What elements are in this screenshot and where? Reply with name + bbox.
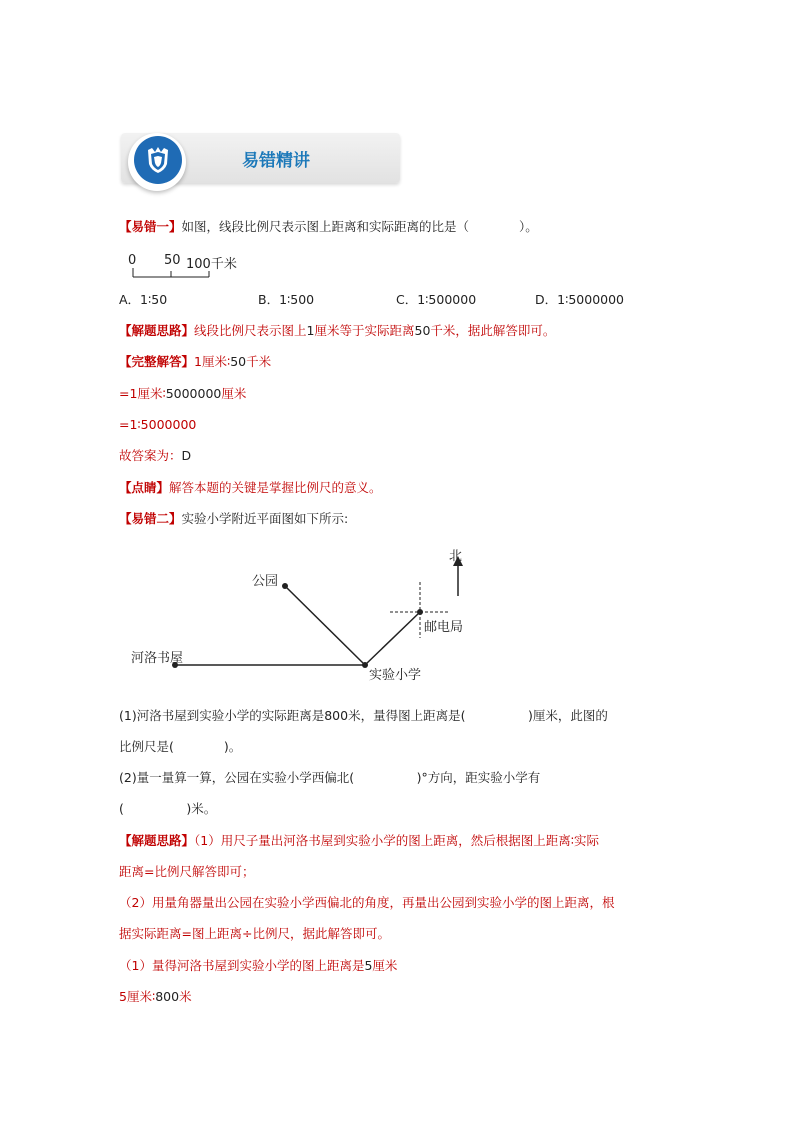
q2-sub1-line-1: (1)河洛书屋到实验小学的实际距离是800米，量得图上距离是( )厘米，此图的 bbox=[119, 708, 608, 723]
q2-label: 【易错二】 bbox=[119, 511, 182, 526]
map-label-park: 公园 bbox=[252, 574, 279, 589]
q2-idea-line-3: （2）用量角器量出公园在实验小学西偏北的角度，再量出公园到实验小学的图上距离，根 bbox=[119, 895, 615, 910]
q1-text: 如图，线段比例尺表示图上距离和实际距离的比是（ ）。 bbox=[181, 219, 538, 234]
q2-sub2-line-2: ( )米。 bbox=[119, 801, 217, 816]
q1-label: 【易错一】 bbox=[119, 219, 182, 234]
q1-answer-line-3: =1∶5000000 bbox=[119, 417, 197, 432]
scale-bar bbox=[128, 266, 218, 280]
point-post bbox=[417, 609, 423, 615]
q1-tip: 【点睛】解答本题的关键是掌握比例尺的意义。 bbox=[119, 480, 382, 495]
q1-option-b: B．1∶500 bbox=[258, 292, 315, 307]
map-label-north: 北 bbox=[449, 549, 463, 564]
point-park bbox=[282, 583, 288, 589]
scale-tick-0: 0 bbox=[128, 253, 137, 268]
q2-idea-line-1: 【解题思路】（1）用尺子量出河洛书屋到实验小学的图上距离，然后根据图上距离∶实际 bbox=[119, 833, 599, 848]
map-label-school: 实验小学 bbox=[369, 668, 422, 683]
path-park-school bbox=[285, 586, 365, 665]
q2-sub1-line-2: 比例尺是( )。 bbox=[119, 739, 242, 754]
map-label-bookstore: 河洛书屋 bbox=[131, 651, 184, 666]
q1-idea: 【解题思路】线段比例尺表示图上1厘米等于实际距离50千米，据此解答即可。 bbox=[119, 323, 556, 338]
point-school bbox=[362, 662, 368, 668]
q2-solution-line-1: （1）量得河洛书屋到实验小学的图上距离是5厘米 bbox=[119, 958, 398, 973]
scale-tick-50: 50 bbox=[164, 253, 181, 268]
q1-option-d: D．1∶5000000 bbox=[535, 292, 625, 307]
q1-stem bbox=[119, 219, 538, 235]
q2-text: 实验小学附近平面图如下所示: bbox=[181, 511, 349, 526]
shield-icon bbox=[134, 136, 182, 184]
q1-answer-line-2: =1厘米∶5000000厘米 bbox=[119, 386, 247, 401]
scale-tick-100: 100千米 bbox=[186, 257, 237, 272]
q2-stem bbox=[119, 511, 348, 527]
q2-idea-line-4: 据实际距离=图上距离÷比例尺，据此解答即可。 bbox=[119, 926, 390, 941]
map-label-post: 邮电局 bbox=[424, 620, 464, 635]
page-title: 易错精讲 bbox=[242, 151, 310, 171]
q2-idea-line-2: 距离=比例尺解答即可； bbox=[119, 864, 255, 879]
path-school-post bbox=[365, 612, 420, 665]
q2-solution-line-2: 5厘米∶800米 bbox=[119, 989, 192, 1004]
q1-option-a: A．1∶50 bbox=[119, 292, 168, 307]
badge bbox=[134, 136, 182, 184]
q1-answer-line-4: 故答案为：D bbox=[119, 448, 192, 463]
q1-option-c: C．1∶500000 bbox=[396, 292, 477, 307]
q1-answer-line-1: 【完整解答】1厘米∶50千米 bbox=[119, 354, 272, 369]
q2-sub2-line-1: (2)量一量算一算，公园在实验小学西偏北( )°方向，距实验小学有 bbox=[119, 770, 541, 785]
